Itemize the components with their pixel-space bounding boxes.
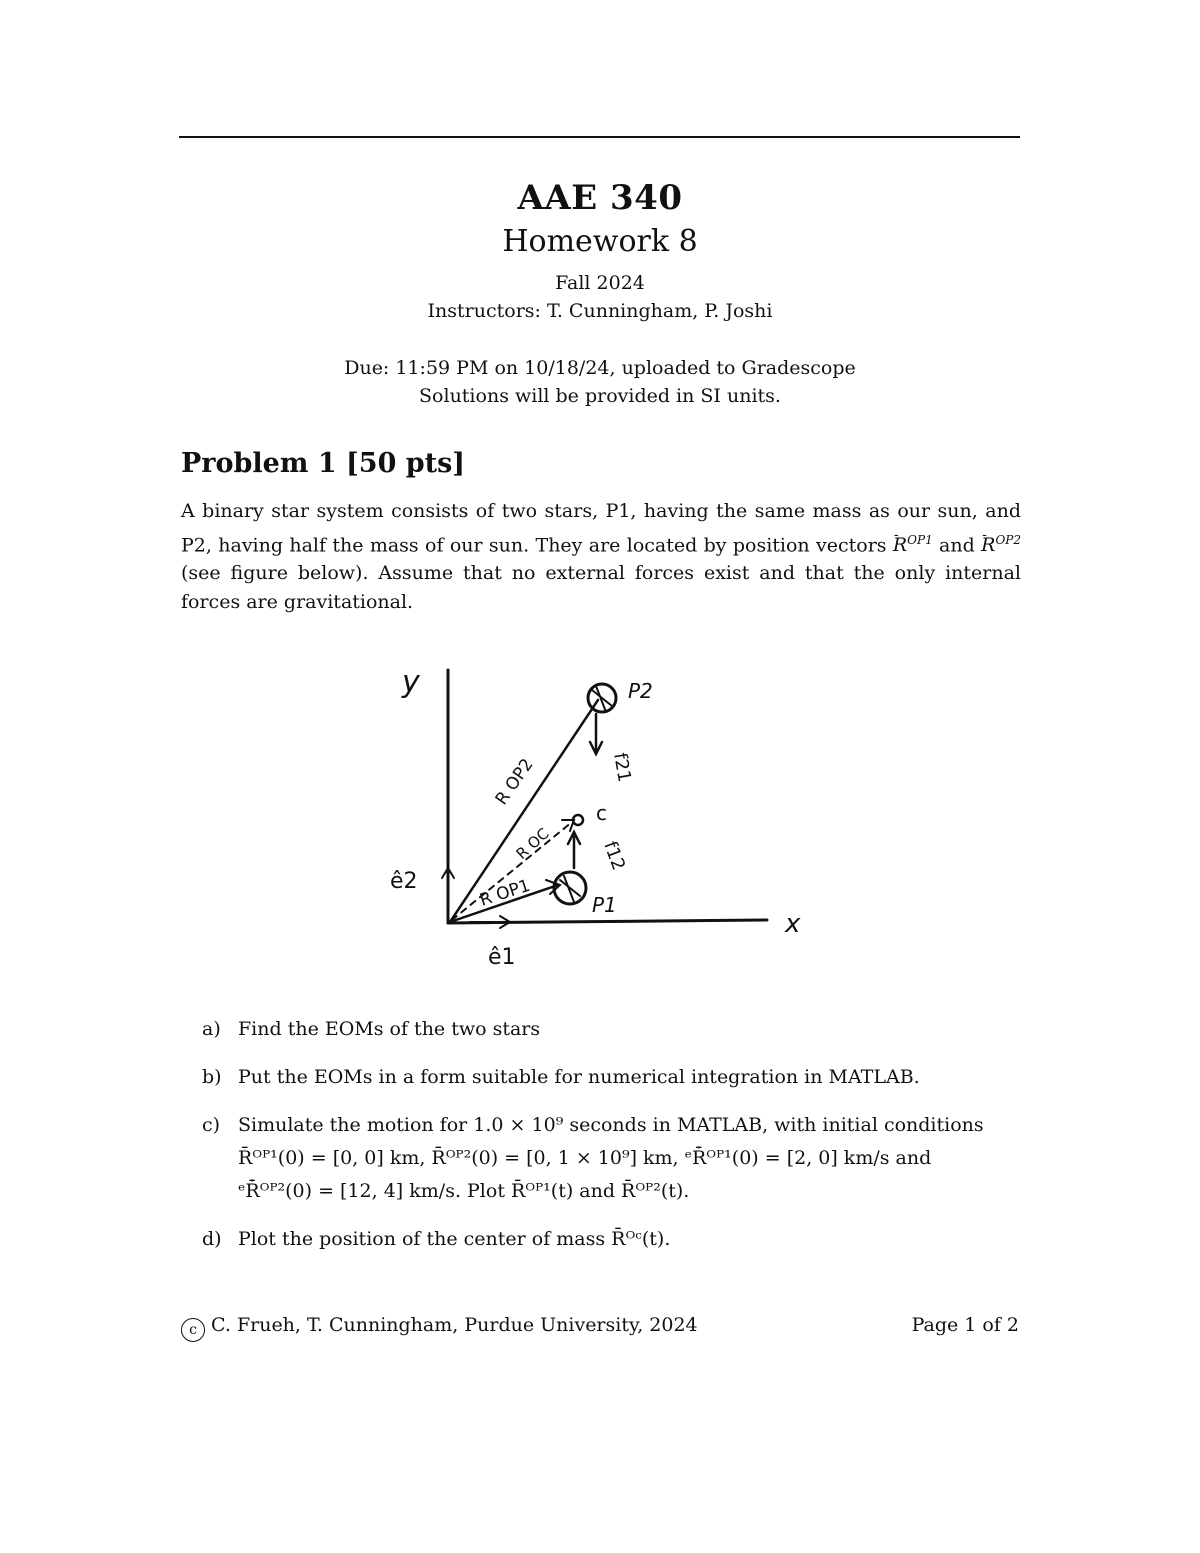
instructors: Instructors: T. Cunningham, P. Joshi (427, 300, 773, 322)
f12-label: f12 (599, 838, 630, 874)
e2-label: ê2 (390, 869, 418, 894)
problem-title: Problem 1 [50 pts] (181, 448, 466, 479)
e1-label: ê1 (488, 945, 516, 970)
copyright-text: C. Frueh, T. Cunningham, Purdue University, 2024 (211, 1314, 698, 1336)
solutions-note: Solutions will be provided in SI units. (419, 385, 781, 407)
c-label: c (596, 801, 607, 825)
task-d-text: Plot the position of the center of mass R̄ᴼᶜ(t). (238, 1228, 671, 1250)
header-rule (179, 136, 1020, 138)
p1-label: P1 (592, 893, 617, 917)
problem-text-1: A binary star system consists of two stars, P1, having the same mass as our sun, and P2, having half the mass of our sun. They are located by position vectors (181, 500, 1021, 556)
r-op2-label: R OP2 (491, 755, 538, 809)
binary-star-figure (360, 630, 820, 975)
homework-title: Homework 8 (502, 224, 698, 259)
r-op2-superscript: OP2 (995, 532, 1021, 547)
copyright-footer (181, 1314, 698, 1342)
r-op1-symbol: - R (893, 534, 907, 556)
task-c-line-2: R̄ᴼᴾ¹(0) = [0, 0] km, R̄ᴼᴾ²(0) = [0, 1 × 10⁹] km, ᵉR̄̇ᴼᴾ¹(0) = [2, 0] km/s and (238, 1147, 932, 1169)
r-op1-label: R OP1 (477, 875, 533, 911)
r-op1-superscript: OP1 (907, 532, 933, 547)
due-date: Due: 11:59 PM on 10/18/24, uploaded to Gradescope (344, 357, 856, 379)
copyright-icon: c (181, 1318, 205, 1342)
task-b-text: Put the EOMs in a form suitable for numerical integration in MATLAB. (238, 1066, 920, 1088)
y-axis-label: y (402, 665, 420, 700)
task-d-label: d) (202, 1228, 222, 1250)
and-text: and (932, 533, 982, 556)
r-op2-symbol: - R (981, 534, 995, 556)
r-oc-line (452, 822, 572, 920)
course-title: AAE 340 (517, 178, 683, 218)
task-a-text: Find the EOMs of the two stars (238, 1018, 541, 1040)
task-c-line-1: Simulate the motion for 1.0 × 10⁹ seconds in MATLAB, with initial conditions (238, 1114, 984, 1136)
page-number: Page 1 of 2 (911, 1314, 1019, 1336)
problem-statement (181, 497, 1021, 616)
task-a-label: a) (202, 1018, 221, 1040)
r-oc-label: R OC (512, 824, 553, 863)
task-c-line-3: ᵉR̄̇ᴼᴾ²(0) = [12, 4] km/s. Plot R̄ᴼᴾ¹(t) and R̄ᴼᴾ²(t). (238, 1180, 690, 1202)
task-b-label: b) (202, 1066, 222, 1088)
task-c-label: c) (202, 1114, 221, 1136)
problem-text-2: (see figure below). Assume that no external forces exist and that the only internal forces are gravitational. (181, 562, 1021, 613)
f21-label: f21 (609, 751, 635, 784)
term: Fall 2024 (555, 272, 645, 294)
x-axis-label: x (785, 909, 801, 939)
p2-label: P2 (628, 679, 653, 703)
